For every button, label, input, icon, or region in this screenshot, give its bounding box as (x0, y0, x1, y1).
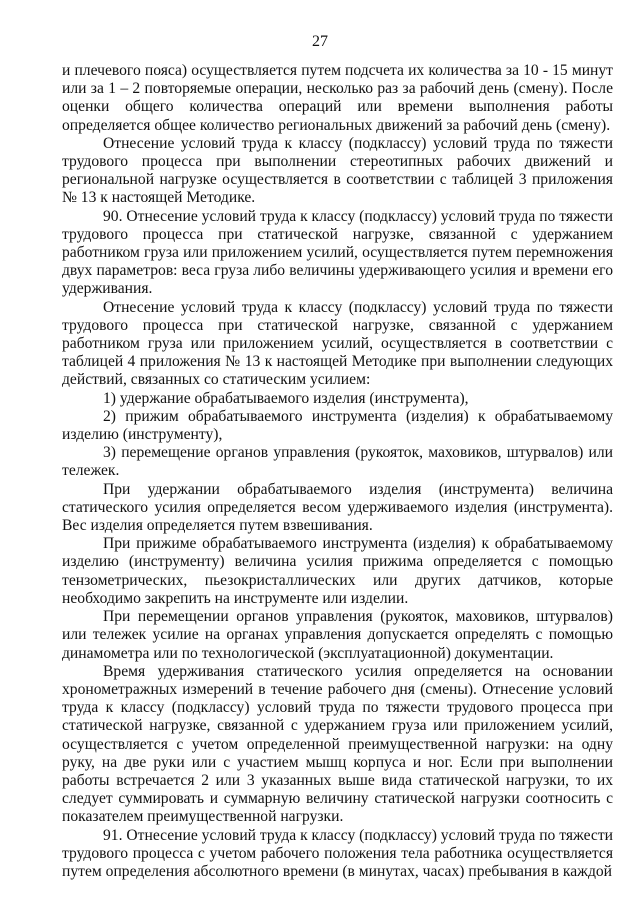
paragraph-holding-item: При удержании обрабатываемого изделия (инструмента) величина статического усилия определяется весом удерживаемого изделия (инструмента). Вес изделия определяется путем взвешивания. (62, 480, 613, 535)
paragraph-regional-load-classification: Отнесение условий труда к классу (подклассу) условий труда по тяжести трудового процесса при выполнении стереотипных рабочих движений и региональной нагрузке осуществляется в соответствии с таблицей 3 приложения № 13 к настоящей Методике. (62, 134, 613, 207)
list-item-3: 3) перемещение органов управления (рукояток, маховиков, штурвалов) или тележек. (62, 444, 613, 480)
paragraph-holding-time: Время удерживания статического усилия определяется на основании хронометражных измерений в течение рабочего дня (смены). Отнесение условий труда к классу (подклассу) условий труда по тяжести трудового процесса при статической нагрузке, связанной с удержанием груза или приложением усилий, осуществляется с учетом определенной преимущественной нагрузки: на одну руку, на две руки или с участием мышц корпуса и ног. Если при выполнении работы встречается 2 или 3 указанных выше вида статической нагрузки, то их следует суммировать и суммарную величину статической нагрузки соотносить с показателем преимущественной нагрузки. (62, 662, 613, 826)
paragraph-static-load-table-4: Отнесение условий труда к классу (подклассу) условий труда по тяжести трудового процесса при статической нагрузке, связанной с удержанием работником груза или приложением усилий, осуществляется в соответствии с таблицей 4 приложения № 13 к настоящей Методике при выполнении следующих действий, связанных со статическим усилием: (62, 298, 613, 389)
list-item-2: 2) прижим обрабатываемого инструмента (изделия) к обрабатываемому изделию (инструменту), (62, 407, 613, 444)
page-number: 27 (312, 33, 328, 50)
document-body (62, 62, 613, 881)
paragraph-pressing-tool: При прижиме обрабатываемого инструмента (изделия) к обрабатываемому изделию (инструменту) величина усилия прижима определяется с помощью тензометрических, пьезокристаллических или других датчиков, которые необходимо закрепить на инструменте или изделии. (62, 535, 613, 607)
paragraph-90-static-load: 90. Отнесение условий труда к классу (подклассу) условий труда по тяжести трудового процесса при статической нагрузке, связанной с удержанием работником груза или приложением усилий, осуществляется путем перемножения двух параметров: веса груза либо величины удерживающего усилия и времени его удерживания. (62, 207, 613, 298)
paragraph-continuation: и плечевого пояса) осуществляется путем подсчета их количества за 10 - 15 минут или за 1 – 2 повторяемые операции, несколько раз за рабочий день (смену). После оценки общего количества операций или времени выполнения работы определяется общее количество региональных движений за рабочий день (смену). (62, 62, 613, 134)
paragraph-moving-controls: При перемещении органов управления (рукояток, маховиков, штурвалов) или тележек усилие на органах управления допускается определять с помощью динамометра или по технологической (эксплуатационной) документации. (62, 608, 613, 662)
paragraph-91-body-position: 91. Отнесение условий труда к классу (подклассу) условий труда по тяжести трудового процесса с учетом рабочего положения тела работника осуществляется путем определения абсолютного времени (в минутах, часах) пребывания в каждой (62, 826, 613, 880)
list-item-1: 1) удержание обрабатываемого изделия (инструмента), (103, 389, 469, 407)
